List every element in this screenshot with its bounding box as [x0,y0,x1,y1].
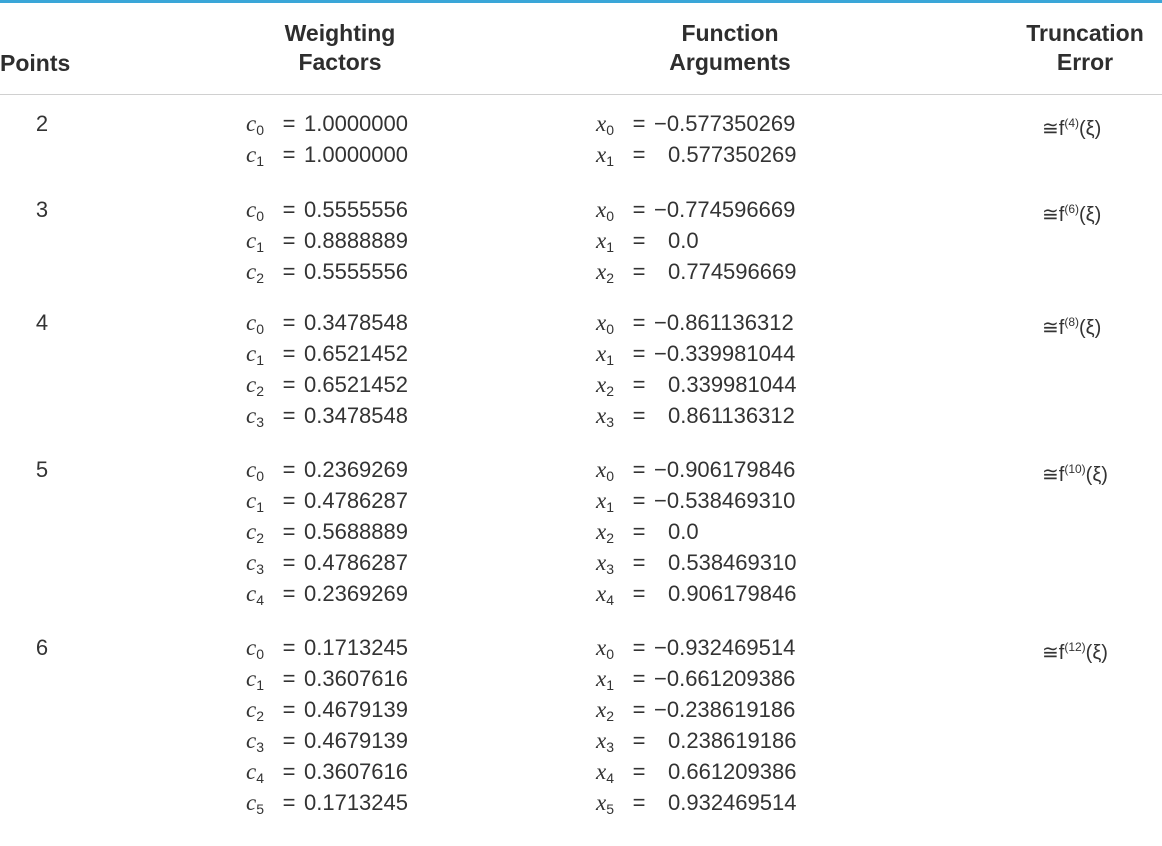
weight-symbol: $c_3$ [246,550,265,577]
points-cell: 6 [35,635,49,660]
equals-sign: = [632,666,646,691]
weight-symbol: $c_3$ [246,403,265,430]
weight-subscript: 0 [256,321,265,337]
argument-symbol: $x_1$ [596,488,615,515]
weighting-factor-row [246,400,408,431]
weight-subscript: 1 [256,239,265,255]
function-argument-row [596,547,824,578]
equals-sign: = [632,259,646,284]
weighting-factor-row [246,547,408,578]
argument-symbol: $x_3$ [596,728,615,755]
equals-sign: = [632,403,646,428]
weight-subscript: 1 [256,677,265,693]
argument-symbol: $x_1$ [596,666,615,693]
weight-subscript: 5 [256,801,265,817]
argument-symbol: $x_4$ [596,581,615,608]
weight-subscript: 0 [256,208,265,224]
function-argument-row [596,663,795,694]
argument-subscript: 1 [606,239,615,255]
argument-subscript: 2 [606,530,615,546]
argument-subscript: 0 [606,646,615,662]
weight-value: 0.5555556 [304,197,408,222]
weight-subscript: 0 [256,468,265,484]
argument-value: 0.339981044 [668,372,797,397]
argument-value: −0.577350269 [654,111,796,136]
argument-subscript: 5 [606,801,615,817]
argument-value: 0.538469310 [668,550,797,575]
function-argument-row [596,225,824,256]
equals-sign: = [632,310,646,335]
weighting-factor-row [246,694,408,725]
argument-subscript: 3 [606,739,615,755]
weight-value: 0.6521452 [304,372,408,397]
argument-symbol: $x_1$ [596,228,615,255]
function-argument-row [596,485,795,516]
function-argument-row [596,454,795,485]
equals-sign: = [282,697,296,722]
weighting-factor-row [246,516,408,547]
equals-sign: = [282,111,296,136]
header-weighting-line2: Factors [298,49,382,75]
weight-symbol: $c_0$ [246,310,265,337]
argument-subscript: 1 [606,499,615,515]
argument-subscript: 0 [606,208,615,224]
argument-subscript: 4 [606,592,615,608]
weighting-factor-row [246,369,408,400]
equals-sign: = [282,341,296,366]
points-cell: 3 [35,197,49,222]
equals-sign: = [632,581,646,606]
points-cell: 4 [35,310,49,335]
weight-value: 0.5688889 [304,519,408,544]
function-argument-row [596,338,795,369]
argument-symbol: $x_2$ [596,259,615,286]
weight-subscript: 1 [256,153,265,169]
weight-symbol: $c_2$ [246,259,265,286]
equals-sign: = [282,666,296,691]
weighting-factor-row [246,454,408,485]
function-argument-row [596,632,795,663]
argument-symbol: $x_4$ [596,759,615,786]
weight-subscript: 3 [256,739,265,755]
weight-symbol: $c_0$ [246,457,265,484]
equals-sign: = [282,403,296,428]
function-argument-row [596,400,824,431]
argument-symbol: $x_2$ [596,697,615,724]
argument-symbol: $x_0$ [596,635,615,662]
equals-sign: = [282,228,296,253]
argument-symbol: $x_5$ [596,790,615,817]
equals-sign: = [282,488,296,513]
weighting-factor-row [246,787,408,818]
truncation-error-cell [1042,194,1101,231]
equals-sign: = [632,111,646,136]
equals-sign: = [632,488,646,513]
equals-sign: = [282,728,296,753]
weight-subscript: 0 [256,122,265,138]
function-argument-row [596,369,824,400]
weight-subscript: 3 [256,561,265,577]
argument-value: 0.661209386 [668,759,797,784]
argument-symbol: $x_0$ [596,111,615,138]
argument-subscript: 1 [606,677,615,693]
argument-value: −0.906179846 [654,457,796,482]
weight-value: 0.1713245 [304,635,408,660]
error-argument: (ξ) [1085,464,1108,486]
argument-value: −0.774596669 [654,197,796,222]
argument-value: 0.932469514 [668,790,797,815]
weighting-factor-row [246,578,408,609]
argument-subscript: 2 [606,270,615,286]
weighting-factor-row [246,139,408,170]
weight-symbol: $c_5$ [246,790,265,817]
header-function-line1: Function [681,20,779,46]
argument-subscript: 1 [606,153,615,169]
function-argument-row [596,516,824,547]
function-argument-row [596,756,824,787]
argument-subscript: 2 [606,708,615,724]
weight-value: 0.3607616 [304,666,408,691]
argument-subscript: 4 [606,770,615,786]
argument-value: 0.577350269 [668,142,797,167]
weight-value: 0.4786287 [304,488,408,513]
truncation-error-cell [1042,632,1108,669]
weight-symbol: $c_1$ [246,142,265,169]
function-argument-row [596,108,795,139]
error-argument: (ξ) [1079,118,1102,140]
weight-value: 1.0000000 [304,111,408,136]
argument-value: 0.861136312 [668,403,795,428]
equals-sign: = [632,790,646,815]
equals-sign: = [282,635,296,660]
argument-subscript: 0 [606,321,615,337]
weighting-factor-row [246,256,408,287]
header-function-line2: Arguments [669,49,791,75]
header-truncation-line2: Error [1056,49,1114,75]
weighting-factor-row [246,663,408,694]
equals-sign: = [282,372,296,397]
header-function-arguments [640,19,820,77]
header-rule [0,94,1162,95]
equals-sign: = [282,550,296,575]
weight-symbol: $c_2$ [246,372,265,399]
argument-subscript: 0 [606,468,615,484]
error-argument: (ξ) [1079,317,1102,339]
top-rule [0,0,1162,3]
function-argument-row [596,578,824,609]
weight-symbol: $c_0$ [246,197,265,224]
equals-sign: = [632,759,646,784]
argument-value: −0.238619186 [654,697,796,722]
weighting-factor-row [246,338,408,369]
weight-value: 0.5555556 [304,259,408,284]
argument-symbol: $x_2$ [596,372,615,399]
weighting-factor-row [246,194,408,225]
equals-sign: = [632,142,646,167]
argument-value: 0.238619186 [668,728,797,753]
argument-value: 0.0 [668,228,699,253]
argument-subscript: 2 [606,383,615,399]
argument-symbol: $x_1$ [596,341,615,368]
function-argument-row [596,139,824,170]
function-argument-row [596,194,795,225]
argument-symbol: $x_3$ [596,403,615,430]
weight-symbol: $c_1$ [246,666,265,693]
weight-value: 0.6521452 [304,341,408,366]
weight-subscript: 0 [256,646,265,662]
weight-value: 0.4679139 [304,728,408,753]
header-weighting-line1: Weighting [284,20,396,46]
weight-subscript: 4 [256,592,265,608]
weight-subscript: 2 [256,383,265,399]
weight-subscript: 1 [256,499,265,515]
weighting-factor-row [246,725,408,756]
equals-sign: = [632,635,646,660]
argument-symbol: $x_2$ [596,519,615,546]
derivative-order: (4) [1064,116,1079,130]
weighting-factor-row [246,225,408,256]
argument-symbol: $x_1$ [596,142,615,169]
argument-value: 0.906179846 [668,581,797,606]
weight-subscript: 1 [256,352,265,368]
argument-value: −0.932469514 [654,635,796,660]
header-points [0,49,84,78]
derivative-order: (12) [1064,640,1086,654]
header-weighting-factors [250,19,430,77]
derivative-order: (8) [1064,315,1079,329]
error-prefix: ≅f [1042,464,1065,486]
equals-sign: = [632,372,646,397]
weight-subscript: 2 [256,270,265,286]
truncation-error-cell [1042,454,1108,491]
weight-value: 0.4786287 [304,550,408,575]
weight-subscript: 4 [256,770,265,786]
weight-value: 1.0000000 [304,142,408,167]
weight-value: 0.2369269 [304,581,408,606]
weight-symbol: $c_2$ [246,697,265,724]
argument-value: −0.861136312 [654,310,794,335]
equals-sign: = [632,519,646,544]
weight-value: 0.4679139 [304,697,408,722]
equals-sign: = [632,550,646,575]
argument-symbol: $x_0$ [596,310,615,337]
derivative-order: (10) [1064,462,1086,476]
weight-subscript: 2 [256,530,265,546]
weighting-factor-row [246,485,408,516]
argument-symbol: $x_3$ [596,550,615,577]
weight-value: 0.3607616 [304,759,408,784]
weight-symbol: $c_1$ [246,341,265,368]
weight-symbol: $c_1$ [246,228,265,255]
truncation-error-cell [1042,307,1101,344]
equals-sign: = [632,728,646,753]
argument-subscript: 1 [606,352,615,368]
equals-sign: = [282,142,296,167]
argument-symbol: $x_0$ [596,197,615,224]
argument-symbol: $x_0$ [596,457,615,484]
function-argument-row [596,256,824,287]
argument-value: −0.339981044 [654,341,796,366]
truncation-error-cell [1042,108,1101,145]
argument-subscript: 3 [606,561,615,577]
weighting-factor-row [246,307,408,338]
function-argument-row [596,694,795,725]
weight-value: 0.3478548 [304,403,408,428]
equals-sign: = [282,259,296,284]
weight-symbol: $c_1$ [246,488,265,515]
equals-sign: = [282,457,296,482]
error-argument: (ξ) [1079,204,1102,226]
argument-value: 0.0 [668,519,699,544]
argument-subscript: 0 [606,122,615,138]
weight-subscript: 2 [256,708,265,724]
argument-subscript: 3 [606,414,615,430]
derivative-order: (6) [1064,202,1079,216]
weight-symbol: $c_0$ [246,111,265,138]
weight-symbol: $c_2$ [246,519,265,546]
function-argument-row [596,307,794,338]
argument-value: 0.774596669 [668,259,797,284]
equals-sign: = [282,197,296,222]
error-prefix: ≅f [1042,118,1065,140]
error-prefix: ≅f [1042,204,1065,226]
equals-sign: = [632,341,646,366]
weight-symbol: $c_4$ [246,759,265,786]
function-argument-row [596,787,824,818]
weight-value: 0.3478548 [304,310,408,335]
equals-sign: = [282,759,296,784]
equals-sign: = [632,197,646,222]
header-truncation-line1: Truncation [1026,20,1144,46]
equals-sign: = [632,697,646,722]
weight-symbol: $c_0$ [246,635,265,662]
header-points-label: Points [0,50,71,76]
argument-value: −0.538469310 [654,488,796,513]
weighting-factor-row [246,632,408,663]
equals-sign: = [632,228,646,253]
weight-value: 0.2369269 [304,457,408,482]
error-prefix: ≅f [1042,642,1065,664]
function-argument-row [596,725,824,756]
equals-sign: = [282,581,296,606]
weight-value: 0.1713245 [304,790,408,815]
header-truncation-error [1012,19,1158,77]
weight-value: 0.8888889 [304,228,408,253]
weighting-factor-row [246,108,408,139]
weight-subscript: 3 [256,414,265,430]
equals-sign: = [282,790,296,815]
error-prefix: ≅f [1042,317,1065,339]
weight-symbol: $c_3$ [246,728,265,755]
error-argument: (ξ) [1085,642,1108,664]
points-cell: 5 [35,457,49,482]
weighting-factor-row [246,756,408,787]
equals-sign: = [632,457,646,482]
equals-sign: = [282,519,296,544]
points-cell: 2 [35,111,49,136]
weight-symbol: $c_4$ [246,581,265,608]
argument-value: −0.661209386 [654,666,796,691]
equals-sign: = [282,310,296,335]
